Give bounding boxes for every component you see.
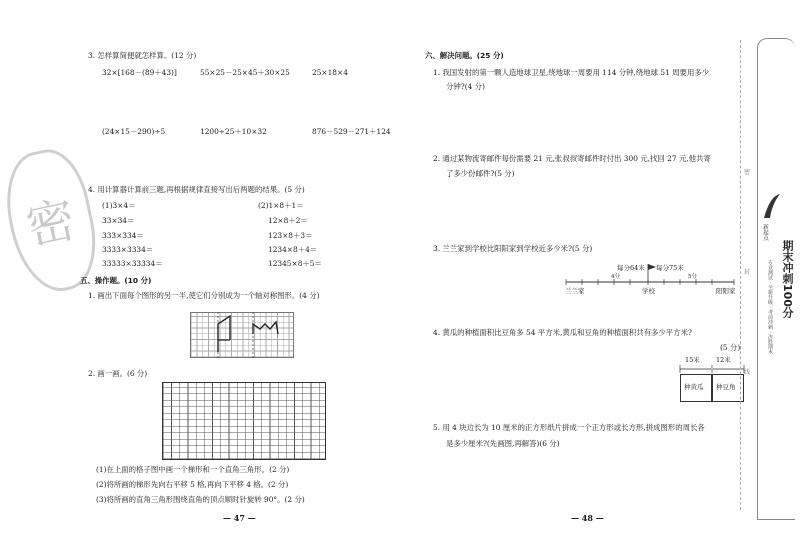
- brand-name: 期末冲刺100分: [781, 240, 794, 318]
- drawing-grid: [162, 382, 326, 460]
- op2-title: 2. 画一画。(6 分): [88, 369, 148, 378]
- dimension-arrows: [678, 364, 751, 376]
- q3-expr: 876－529－271＋124: [312, 127, 391, 136]
- half-shape-a: [218, 316, 230, 352]
- q4-item: 12345×8＋5＝: [268, 259, 322, 268]
- q3-expr: 25×18×4: [312, 68, 348, 77]
- brand-small: 新起点: [762, 224, 768, 241]
- problem-2-line1: 2. 通过某物流寄邮件每份需要 21 元,张叔叔寄邮件时付出 300 元,找回 27 元,他共寄: [433, 154, 711, 163]
- time-label: 4分: [611, 274, 620, 280]
- q4-item: 12×8＋2＝: [268, 216, 308, 225]
- page-number-left: — 47 —: [223, 513, 256, 523]
- speed-label: 每分75米: [656, 264, 684, 272]
- fold-line: [740, 40, 741, 510]
- op2-item: (3)将所画的直角三角形围绕直角的顶点顺时针旋转 90°。(2 分): [96, 495, 305, 504]
- op2-item: (1)在上面的格子图中画一个梯形和一个直角三角形。(2 分): [96, 465, 290, 474]
- q4-item: 3333×3334＝: [102, 245, 154, 254]
- speed-label: 每分64米: [617, 264, 645, 272]
- problem-3: 3. 兰兰家到学校比阳阳家到学校近多少米?(5 分): [433, 244, 593, 253]
- problem-4-line1: 4. 黄瓜的种植面积比豆角多 54 平方米,黄瓜和豆角的种植面积共有多少平方米?: [433, 328, 692, 337]
- problem-1-line1: 1. 我国发射的第一颗人造地球卫星,绕地球一周要用 114 分钟,绕地球 51 周要用多少: [433, 68, 710, 77]
- plot-label: 种黄瓜: [684, 383, 704, 391]
- page-number-right: — 48 —: [571, 513, 604, 523]
- op1-title: 1. 画出下面每个图形的另一半,使它们分别成为一个轴对称图形。(4 分): [88, 291, 320, 300]
- q4-item: 333×334＝: [102, 231, 144, 240]
- problem-4-score: (5 分): [720, 343, 741, 352]
- brand-logo-icon: [762, 192, 782, 222]
- half-shape-b: [253, 322, 278, 334]
- dimension-label: 12米: [716, 356, 731, 364]
- section5-title: 五、操作题。(10 分): [80, 276, 152, 285]
- place-label: 兰兰家: [565, 287, 585, 295]
- op2-item: (2)将所画的梯形先向右平移 5 格,再向下平移 4 格。(2 分): [96, 480, 289, 489]
- problem-5-line1: 5. 用 4 块边长为 10 厘米的正方形纸片拼成一个正方形或长方形,拼成图形的周长各: [433, 423, 705, 432]
- half-shapes: [190, 312, 294, 358]
- q4-item: (2)1×8＋1＝: [258, 201, 304, 210]
- q3-expr: 55×25－25×45＋30×25: [200, 68, 290, 77]
- problem-1-line2: 分钟?(4 分): [446, 82, 485, 91]
- q4-item: 33333×33334＝: [102, 259, 163, 268]
- plot-label: 种豆角: [716, 383, 736, 391]
- seal-character: 密: [21, 191, 81, 257]
- time-label: 5分: [688, 274, 697, 280]
- section6-title: 六、解决问题。(25 分): [425, 51, 504, 60]
- fold-mark: 线: [744, 369, 751, 376]
- place-label: 学校: [642, 287, 655, 295]
- q3-title: 3. 怎样算简便就怎样算。(12 分): [88, 51, 197, 60]
- q4-title: 4. 用计算器计算前三题,再根据规律直接写出后两题的结果。(5 分): [88, 185, 305, 194]
- q4-item: 33×34＝: [102, 216, 135, 225]
- q4-item: 1234×8＋4＝: [268, 245, 318, 254]
- q3-expr: 1200÷25＋10×32: [200, 127, 267, 136]
- fold-mark: 封: [744, 269, 751, 276]
- q4-item: (1)3×4＝: [102, 201, 136, 210]
- q3-expr: 32×[168－(89＋43)]: [102, 68, 177, 77]
- fold-mark: 密: [744, 169, 751, 176]
- flag-icon: [648, 264, 656, 270]
- q4-item: 123×8＋3＝: [268, 231, 313, 240]
- dimension-label: 15米: [685, 356, 700, 364]
- problem-2-line2: 了多少份邮件?(5 分): [446, 169, 515, 178]
- problem-5-line2: 是多少厘米?(先画图,再解答)(6 分): [446, 439, 560, 448]
- brand-slogan: 专业测试 · 全新升级 · 考前冲刺 · 决胜期末: [767, 260, 773, 355]
- place-label: 阳阳家: [716, 287, 736, 295]
- q3-expr: (24×15－290)÷5: [102, 127, 166, 136]
